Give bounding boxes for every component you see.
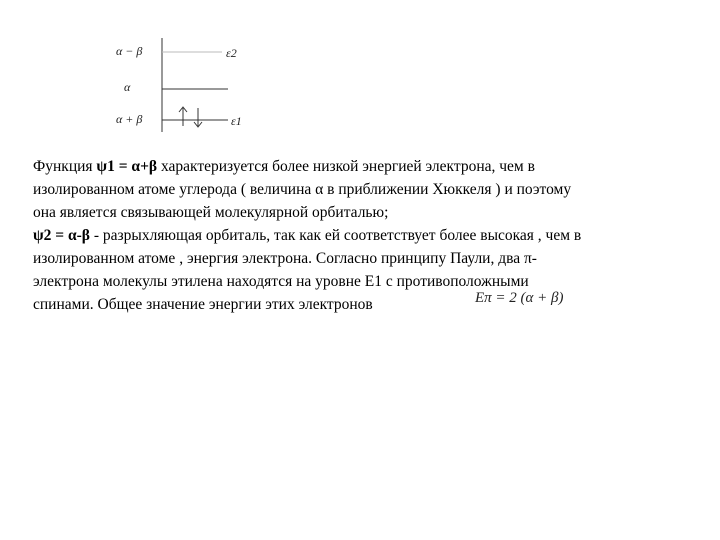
text-line-3: она является связывающей молекулярной орбиталью; (33, 204, 389, 221)
label-alpha-plus-beta: α + β (116, 112, 143, 126)
electron-up-arrow (179, 107, 187, 126)
label-epsilon-1: ε1 (231, 114, 242, 128)
text-line-1-rest: характеризуется более низкой энергией электрона, чем в (157, 158, 535, 175)
text-line-2: изолированном атоме углерода ( величина α в приближении Хюккеля ) и поэтому (33, 181, 572, 198)
text-line-6: электрона молекулы этилена находятся на уровне E1 с противоположными (33, 273, 529, 290)
text-line-5: изолированном атоме , энергия электрона. Согласно принципу Паули, два π- (33, 250, 537, 267)
energy-level-diagram (110, 38, 250, 138)
psi2-formula: ψ2 = α-β (33, 227, 90, 244)
text-line-4 (33, 226, 581, 246)
text-line-1 (33, 157, 535, 177)
label-alpha: α (124, 80, 131, 94)
text-line-4-rest: - разрыхляющая орбиталь, так как ей соответствует более высокая , чем в (89, 227, 582, 244)
label-epsilon-2: ε2 (226, 46, 237, 60)
label-alpha-minus-beta: α − β (116, 44, 143, 58)
energy-equation: Eπ = 2 (α + β) (475, 290, 564, 306)
electron-down-arrow (194, 108, 202, 127)
psi1-formula: ψ1 = α+β (96, 158, 158, 175)
text-function-word: Функция (33, 158, 97, 175)
text-line-7: спинами. Общее значение энергии этих электронов (33, 296, 373, 313)
